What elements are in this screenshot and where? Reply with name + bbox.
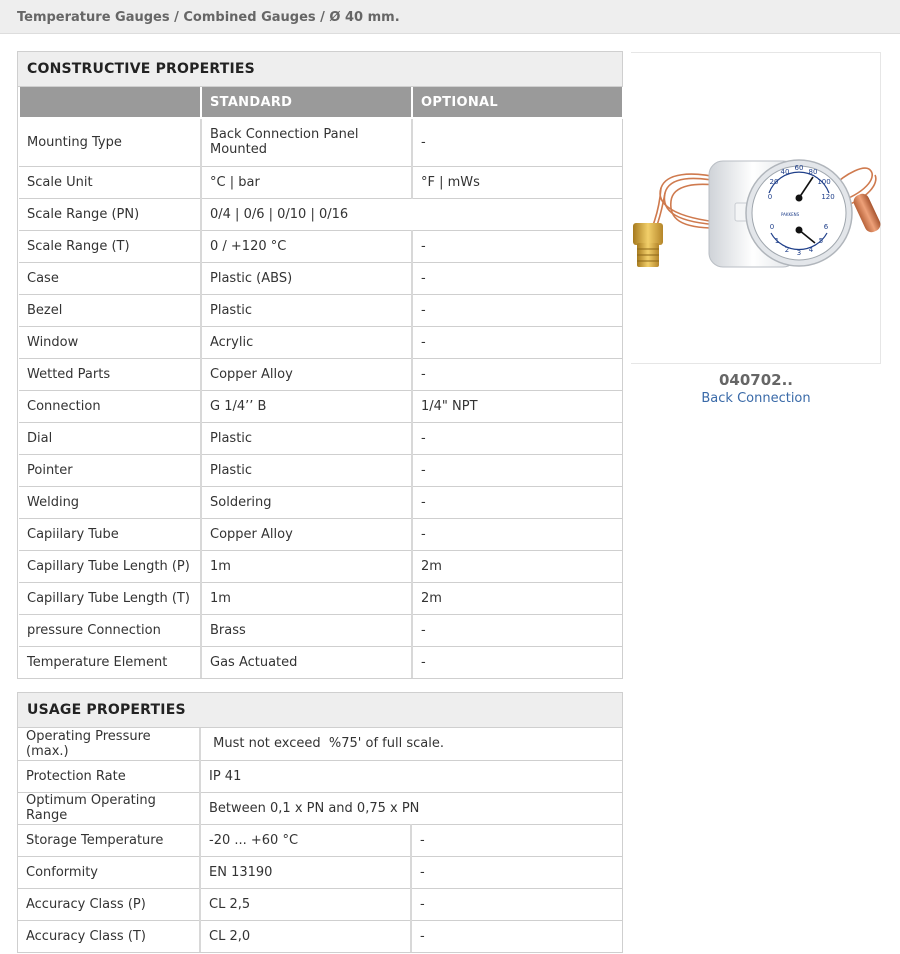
standard-value: Plastic bbox=[201, 294, 412, 326]
property-label: Wetted Parts bbox=[19, 358, 201, 390]
optional-value: - bbox=[420, 928, 425, 944]
standard-value: Brass bbox=[201, 614, 412, 646]
optional-value: - bbox=[412, 486, 623, 518]
product-code: 040702.. bbox=[718, 371, 794, 389]
property-label: Welding bbox=[19, 486, 201, 518]
property-label: Mounting Type bbox=[19, 118, 201, 166]
optional-value: - bbox=[412, 230, 623, 262]
brass-connector-icon bbox=[633, 223, 663, 267]
table-row bbox=[19, 230, 623, 262]
standard-value: IP 41 bbox=[200, 760, 622, 792]
outer-scale-label: 40 bbox=[780, 168, 790, 176]
property-label: Bezel bbox=[19, 294, 201, 326]
optional-value: - bbox=[412, 294, 623, 326]
optional-value: - bbox=[412, 422, 623, 454]
property-label: Scale Range (PN) bbox=[19, 198, 201, 230]
inner-scale-label: 4 bbox=[808, 246, 814, 254]
inner-scale-label: 6 bbox=[823, 223, 829, 231]
table-row bbox=[18, 888, 622, 920]
optional-value: - bbox=[412, 118, 623, 166]
gauge-icon bbox=[709, 160, 852, 267]
property-label: Capiilary Tube bbox=[19, 518, 201, 550]
table-row bbox=[19, 390, 623, 422]
outer-scale-label: 60 bbox=[794, 164, 804, 172]
product-image-frame[interactable] bbox=[631, 52, 881, 364]
table-row bbox=[18, 792, 622, 824]
column-header-standard: STANDARD bbox=[201, 87, 412, 118]
table-row bbox=[19, 118, 623, 166]
optional-value: °F | mWs bbox=[412, 166, 623, 198]
table-row bbox=[19, 326, 623, 358]
standard-value: EN 13190 bbox=[200, 856, 411, 888]
gauge-brand: PAKKENS bbox=[781, 212, 800, 217]
table-row bbox=[19, 646, 623, 678]
property-label: Optimum Operating Range bbox=[18, 792, 200, 824]
inner-scale-label: 1 bbox=[774, 237, 780, 245]
property-label: Scale Unit bbox=[19, 166, 201, 198]
breadcrumb: Temperature Gauges / Combined Gauges / Ø 40 mm. bbox=[0, 0, 900, 34]
table-row bbox=[19, 358, 623, 390]
property-label: Dial bbox=[19, 422, 201, 454]
product-link[interactable]: Back Connection bbox=[701, 391, 811, 406]
standard-value: Must not exceed %75' of full scale. bbox=[200, 728, 622, 760]
table-header-row bbox=[19, 87, 623, 118]
table-row bbox=[19, 454, 623, 486]
table-row bbox=[19, 262, 623, 294]
standard-value: °C | bar bbox=[201, 166, 412, 198]
table-row bbox=[19, 550, 623, 582]
inner-scale-label: 2 bbox=[784, 246, 790, 254]
property-label: pressure Connection bbox=[19, 614, 201, 646]
standard-value: -20 ... +60 °C bbox=[200, 824, 411, 856]
property-label: Protection Rate bbox=[18, 760, 200, 792]
table-row bbox=[19, 166, 623, 198]
table-row bbox=[18, 760, 622, 792]
table-row bbox=[18, 920, 622, 952]
standard-value: Copper Alloy bbox=[201, 518, 412, 550]
optional-value: 2m bbox=[412, 550, 623, 582]
property-label: Conformity bbox=[18, 856, 200, 888]
optional-value: - bbox=[411, 856, 622, 888]
standard-value: Soldering bbox=[201, 486, 412, 518]
standard-value: Plastic bbox=[201, 454, 412, 486]
property-label: Pointer bbox=[19, 454, 201, 486]
property-label: Case bbox=[19, 262, 201, 294]
standard-value: CL 2,5 bbox=[200, 888, 411, 920]
usage-properties-title: USAGE PROPERTIES bbox=[18, 693, 622, 728]
standard-value: CL 2,0 bbox=[200, 920, 411, 952]
optional-value: - bbox=[412, 518, 623, 550]
outer-scale-label: 100 bbox=[817, 178, 831, 186]
usage-properties-table bbox=[18, 728, 622, 952]
standard-value: Between 0,1 x PN and 0,75 x PN bbox=[200, 792, 622, 824]
standard-value: Back Connection Panel Mounted bbox=[201, 118, 412, 166]
property-label: Accuracy Class (P) bbox=[18, 888, 200, 920]
property-label: Scale Range (T) bbox=[19, 230, 201, 262]
inner-scale-label: 0 bbox=[769, 223, 775, 231]
standard-value: Plastic bbox=[201, 422, 412, 454]
column-header-property bbox=[19, 87, 201, 118]
standard-value: 1m bbox=[201, 550, 412, 582]
table-row bbox=[19, 294, 623, 326]
constructive-properties-table bbox=[18, 87, 624, 678]
optional-value: - bbox=[412, 454, 623, 486]
table-row bbox=[18, 824, 622, 856]
optional-value: - bbox=[412, 358, 623, 390]
property-label: Temperature Element bbox=[19, 646, 201, 678]
usage-properties-panel bbox=[17, 692, 623, 953]
outer-scale-label: 80 bbox=[808, 168, 818, 176]
property-label: Accuracy Class (T) bbox=[18, 920, 200, 952]
table-row bbox=[18, 728, 622, 760]
standard-value: Gas Actuated bbox=[201, 646, 412, 678]
inner-scale-label: 5 bbox=[818, 237, 824, 245]
standard-value: Acrylic bbox=[201, 326, 412, 358]
product-image[interactable] bbox=[631, 53, 881, 365]
property-label: Operating Pressure (max.) bbox=[18, 728, 200, 760]
table-row bbox=[18, 856, 622, 888]
outer-scale-label: 120 bbox=[821, 193, 835, 201]
column-header-optional: OPTIONAL bbox=[412, 87, 623, 118]
table-row bbox=[19, 518, 623, 550]
standard-value: Plastic (ABS) bbox=[201, 262, 412, 294]
standard-value: Copper Alloy bbox=[201, 358, 412, 390]
optional-value: - bbox=[412, 262, 623, 294]
table-row bbox=[19, 486, 623, 518]
optional-value: 2m bbox=[412, 582, 623, 614]
table-row bbox=[19, 614, 623, 646]
property-label: Capillary Tube Length (T) bbox=[19, 582, 201, 614]
outer-scale-label: 20 bbox=[769, 178, 779, 186]
standard-value: 0 / +120 °C bbox=[201, 230, 412, 262]
property-label: Capillary Tube Length (P) bbox=[19, 550, 201, 582]
property-label: Connection bbox=[19, 390, 201, 422]
optional-value: - bbox=[421, 654, 426, 670]
table-row bbox=[19, 422, 623, 454]
temperature-bulb-icon bbox=[851, 191, 881, 234]
property-label: Storage Temperature bbox=[18, 824, 200, 856]
standard-value: 1m bbox=[201, 582, 412, 614]
optional-value: - bbox=[411, 824, 622, 856]
optional-value: - bbox=[412, 326, 623, 358]
inner-scale-label: 3 bbox=[796, 249, 802, 257]
table-row bbox=[19, 582, 623, 614]
optional-value: - bbox=[411, 888, 622, 920]
standard-value: G 1/4’’ B bbox=[201, 390, 412, 422]
standard-value: 0/4 | 0/6 | 0/10 | 0/16 bbox=[201, 198, 623, 230]
constructive-properties-panel bbox=[17, 51, 623, 679]
constructive-properties-title: CONSTRUCTIVE PROPERTIES bbox=[18, 52, 622, 87]
optional-value: - bbox=[412, 614, 623, 646]
table-row bbox=[19, 198, 623, 230]
outer-scale-label: 0 bbox=[767, 193, 773, 201]
optional-value: 1/4" NPT bbox=[412, 390, 623, 422]
property-label: Window bbox=[19, 326, 201, 358]
